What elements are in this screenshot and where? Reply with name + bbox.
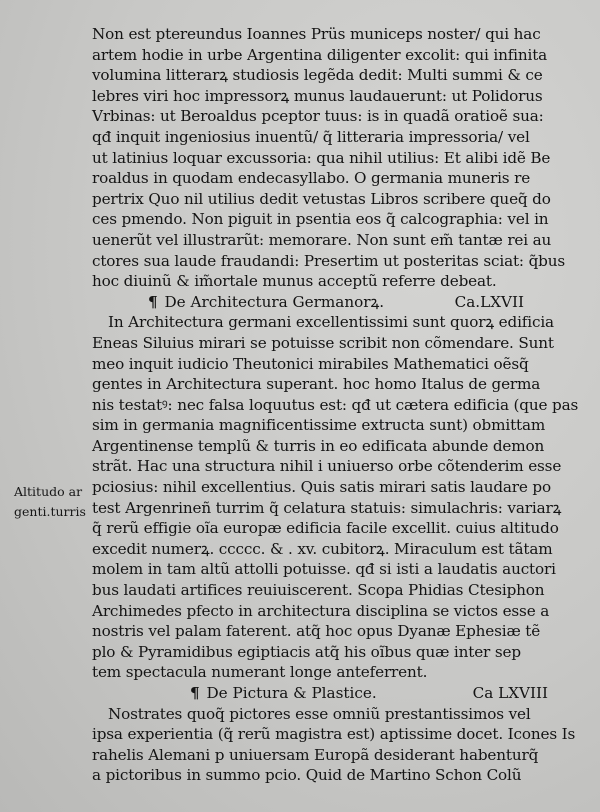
chapter-title: De Pictura & Plastice. [206, 684, 377, 702]
text-line: ces pmendo. Non piguit in psentia eos q̃ calcographia: vel in [92, 210, 549, 229]
text-line: artem hodie in urbe Argentina diligenter excolit: qui infinita [92, 45, 548, 64]
text-line: excedit numerꝝ. ccccc. & . xv. cubitorꝝ. Miraculum est tãtam [92, 539, 553, 558]
text-line: Eneas Siluius mirari se potuisse scribit non cõmendare. Sunt [92, 333, 554, 352]
text-line: pciosius: nihil excellentius. Quis satis mirari satis laudare po [92, 478, 551, 497]
text-line: ctores sua laude fraudandi: Presertim ut posteritas sciat: q̃bus [92, 251, 565, 270]
text-line: nis testatꝰ: nec falsa loquutus est: qđ ut cætera edificia (que pas [92, 395, 579, 414]
main-text-column [92, 24, 582, 786]
text-line: test Argenrineñ turrim q̃ celatura statuis: simulachris: variarꝝ [92, 498, 562, 517]
text-line: strãt. Hac una structura nihil i uniuerso orbe cõtenderim esse [92, 457, 562, 476]
text-line: q̃ rerũ effigie oĩa europæ edificia facile excellit. cuius altitudo [92, 519, 559, 538]
text-line: volumina litterarꝝ studiosis legẽda dedit: Multi summi & ce [92, 66, 543, 85]
section-architecture-paragraph [92, 312, 582, 683]
text-line: plo & Pyramidibus egiptiacis atq̃ his oĩbus quæ inter sep [92, 642, 521, 661]
text-line: ut latinius loquar excussoria: qua nihil utilius: Et alibi idẽ Be [92, 148, 551, 167]
text-line: pertrix Quo nil utilius dedit vetustas Libros scribere queq̃ do [92, 189, 551, 208]
pilcrow-icon: ¶ [148, 292, 158, 311]
text-line: uenerũt vel illustrarũt: memorare. Non sunt em̃ tantæ rei au [92, 230, 552, 249]
chapter-number: Ca LXVIII [472, 684, 548, 702]
text-line: Nostrates quoq̃ pictores esse omniũ prestantissimos vel [108, 704, 531, 723]
text-line: lebres viri hoc impressorꝝ munus laudauerunt: ut Polidorus [92, 86, 543, 105]
margin-note-line: Altitudo ar [14, 484, 83, 499]
text-line: meo inquit iudicio Theutonici mirabiles Mathematici oẽsq̃ [92, 354, 529, 373]
text-line: a pictoribus in summo pcio. Quid de Martino Schon Colũ [92, 766, 522, 785]
text-line: Non est ptereundus Ioannes Prüs municeps noster/ qui hac [92, 25, 541, 43]
chapter-number: Ca.LXVII [454, 292, 524, 311]
text-line: roaldus in quodam endecasyllabo. O germania muneris re [92, 169, 531, 188]
section-pictura-paragraph [92, 704, 582, 786]
chapter-heading-pictura [92, 683, 582, 704]
text-line: In Architectura germani excellentissimi sunt quorꝝ edificia [108, 313, 554, 332]
text-line: Argentinense templũ & turris in eo edificata abunde demon [92, 436, 545, 455]
text-line: molem in tam altũ attolli potuisse. qđ si isti a laudatis auctori [92, 560, 556, 579]
pilcrow-icon: ¶ [190, 684, 200, 702]
chapter-title: De Architectura Germanorꝝ. [164, 292, 385, 311]
text-line: qđ inquit ingeniosius inuentũ/ q̃ litteraria impressoria/ vel [92, 127, 530, 146]
text-line: hoc diuinũ & im̃ortale munus acceptũ referre debeat. [92, 272, 497, 291]
text-line: ipsa experientia (q̃ rerũ magistra est) aptissime docet. Icones Is [92, 725, 576, 744]
text-line: gentes in Architectura superant. hoc homo Italus de germa [92, 375, 541, 394]
section-prus-paragraph [92, 24, 582, 292]
chapter-heading-architecture [92, 292, 582, 313]
text-line: bus laudati artifices reuiuiscerent. Scopa Phidias Ctesiphon [92, 581, 545, 600]
text-line: rahelis Alemani p uniuersam Europã desiderant habenturq̃ [92, 745, 539, 764]
text-line: Vrbinas: ut Beroaldus pceptor tuus: is in quadã oratioẽ sua: [92, 107, 544, 126]
text-line: tem spectacula numerant longe anteferrent. [92, 663, 428, 682]
text-line: sim in germania magnificentissime extructa sunt) obmittam [92, 416, 546, 435]
margin-note-line: genti.turris [14, 504, 86, 519]
text-line: nostris vel palam faterent. atq̃ hoc opus Dyanæ Ephesiæ tẽ [92, 622, 541, 641]
text-line: Archimedes pfecto in architectura disciplina se victos esse a [92, 601, 550, 620]
